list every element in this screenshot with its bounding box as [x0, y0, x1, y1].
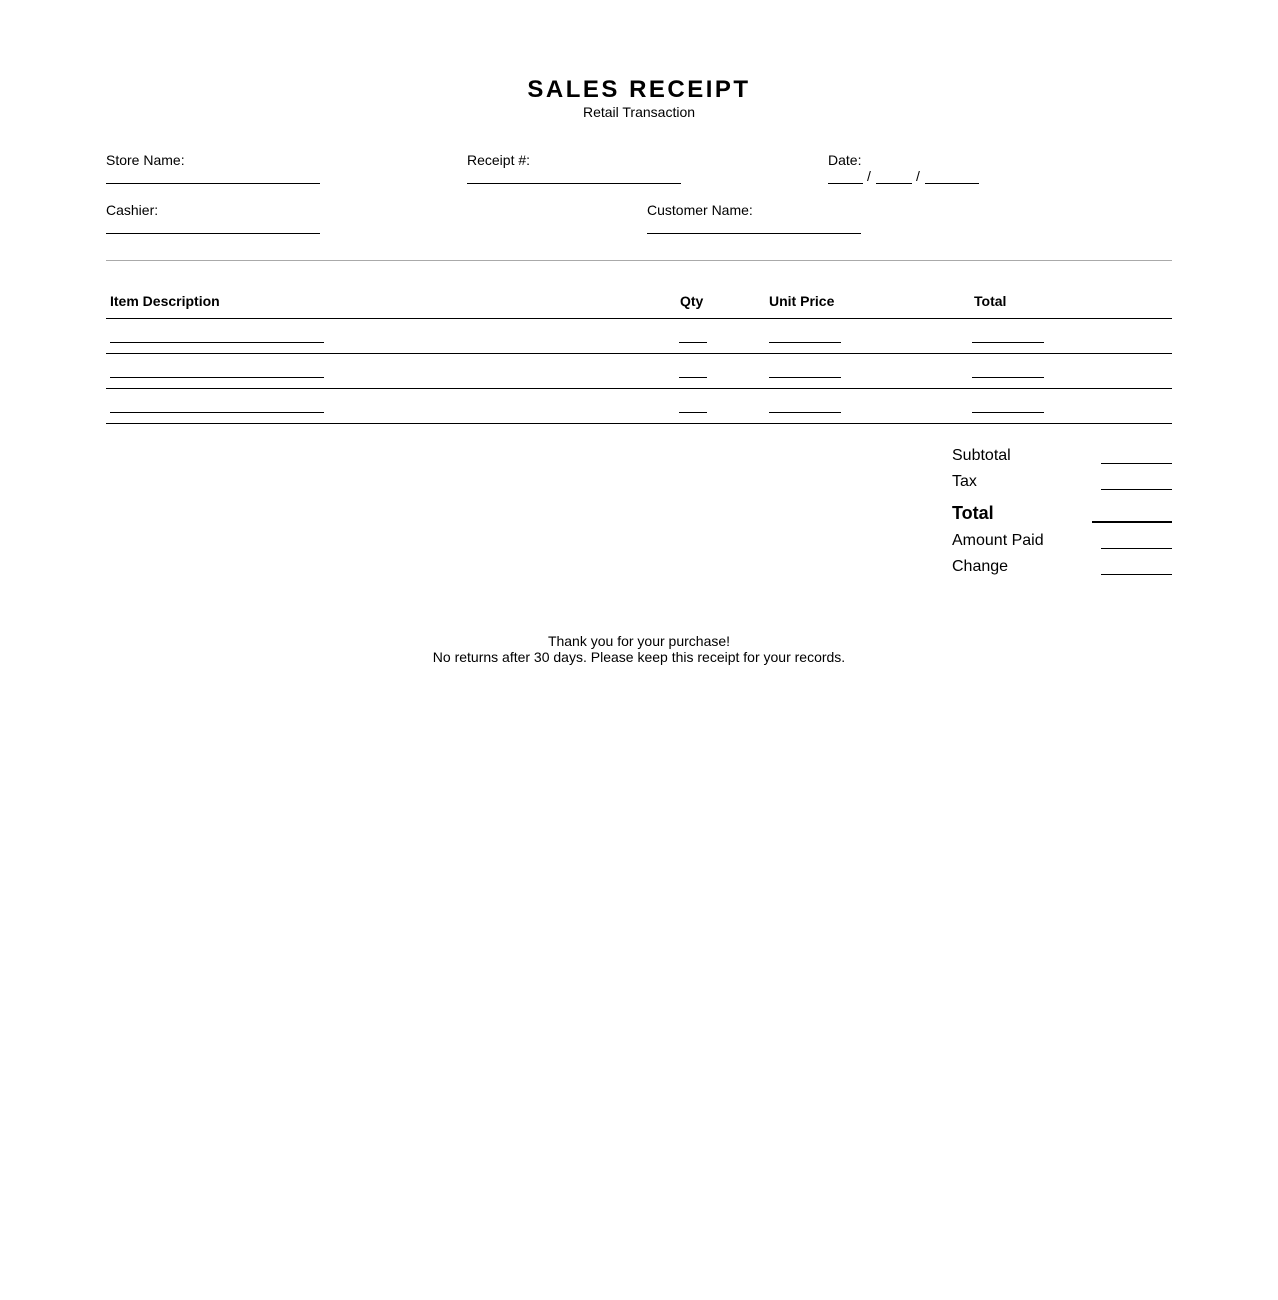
customer-name-field[interactable] [647, 233, 861, 234]
date-day-field[interactable] [876, 183, 912, 184]
cashier-field[interactable] [106, 233, 320, 234]
subtotal-field[interactable] [1101, 463, 1172, 464]
table-row-rule [106, 423, 1172, 424]
item-description-field[interactable] [110, 342, 324, 343]
table-row-rule [106, 388, 1172, 389]
date-year-field[interactable] [925, 183, 979, 184]
column-header-total: Total [974, 293, 1007, 309]
divider [106, 260, 1172, 261]
total-field[interactable] [1092, 521, 1172, 523]
customer-name-label: Customer Name: [647, 202, 753, 218]
change-field[interactable] [1101, 574, 1172, 575]
tax-field[interactable] [1101, 489, 1172, 490]
date-month-field[interactable] [828, 183, 863, 184]
unit-price-field[interactable] [769, 377, 841, 378]
line-total-field[interactable] [972, 412, 1044, 413]
cashier-label: Cashier: [106, 202, 159, 218]
column-header-unit-price: Unit Price [769, 293, 835, 309]
item-description-field[interactable] [110, 377, 324, 378]
subtotal-label: Subtotal [952, 447, 1011, 464]
return-policy-text: No returns after 30 days. Please keep this receipt for your records. [432, 649, 846, 665]
amount-paid-label: Amount Paid [952, 532, 1044, 549]
store-name-label: Store Name: [106, 152, 185, 168]
page-subtitle: Retail Transaction [582, 104, 696, 120]
change-label: Change [952, 558, 1009, 575]
store-name-field[interactable] [106, 183, 320, 184]
unit-price-field[interactable] [769, 412, 841, 413]
total-label: Total [952, 503, 994, 523]
date-label: Date: [828, 152, 862, 168]
qty-field[interactable] [679, 342, 707, 343]
thank-you-text: Thank you for your purchase! [547, 633, 731, 649]
receipt-number-label: Receipt #: [467, 152, 531, 168]
qty-field[interactable] [679, 377, 707, 378]
qty-field[interactable] [679, 412, 707, 413]
column-header-description: Item Description [110, 293, 220, 309]
item-description-field[interactable] [110, 412, 324, 413]
tax-label: Tax [952, 473, 977, 490]
receipt-number-field[interactable] [467, 183, 681, 184]
table-row-rule [106, 353, 1172, 354]
line-total-field[interactable] [972, 377, 1044, 378]
page-title: SALES RECEIPT [527, 76, 751, 103]
line-total-field[interactable] [972, 342, 1044, 343]
amount-paid-field[interactable] [1101, 548, 1172, 549]
date-separator: / [867, 168, 871, 184]
column-header-qty: Qty [680, 293, 704, 309]
date-separator: / [916, 168, 920, 184]
table-header-rule [106, 318, 1172, 319]
unit-price-field[interactable] [769, 342, 841, 343]
